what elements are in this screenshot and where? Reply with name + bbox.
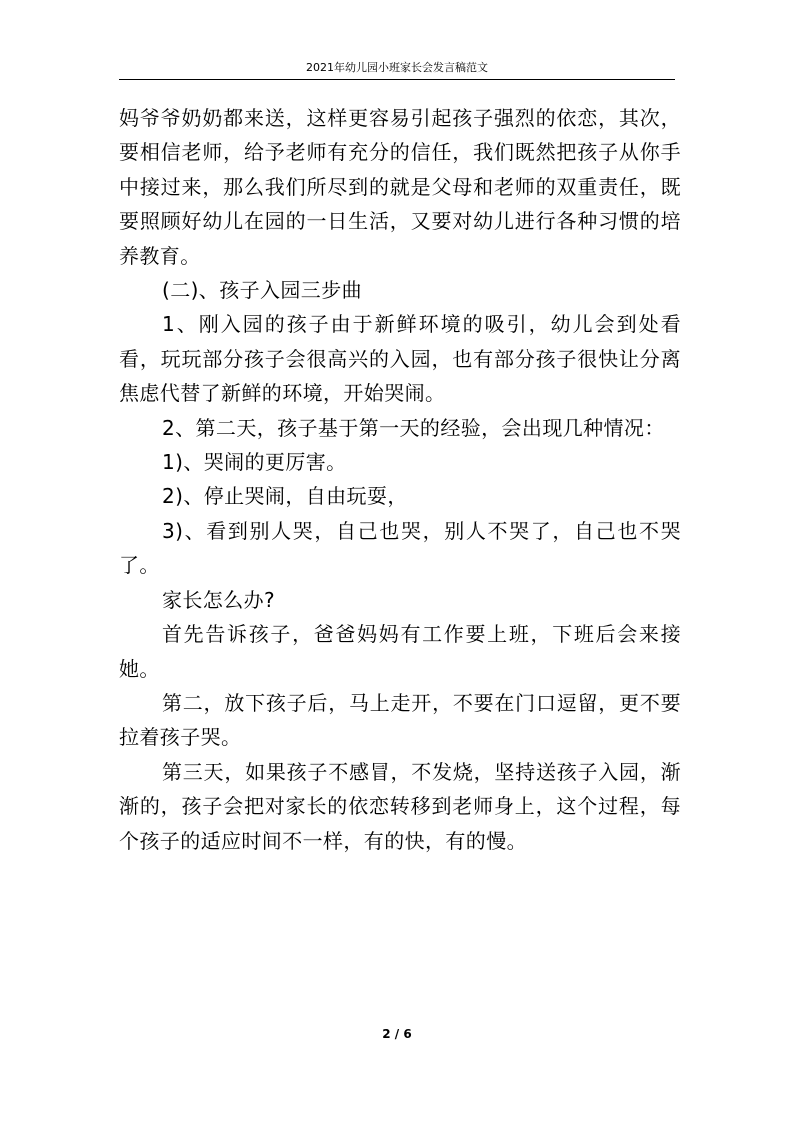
document-body: [119, 101, 681, 858]
paragraph: 第二，放下孩子后，马上走开，不要在门口逗留，更不要拉着孩子哭。: [119, 690, 681, 750]
section-heading: (二)、孩子入园三步曲: [162, 278, 363, 303]
list-item: 3)、看到别人哭，自己也哭，别人不哭了，自己也不哭了。: [119, 518, 681, 578]
paragraph: 妈爷爷奶奶都来送，这样更容易引起孩子强烈的依恋，其次，要相信老师，给予老师有充分的信任，我们既然把孩子从你手中接过来，那么我们所尽到的就是父母和老师的双重责任，既要照顾好幼儿在园的一日生活，又要对幼儿进行各种习惯的培养教育。: [119, 106, 681, 268]
list-item: 1)、哭闹的更厉害。: [162, 450, 347, 475]
list-item: 2)、停止哭闹，自由玩耍，: [162, 484, 408, 509]
paragraph: 1、刚入园的孩子由于新鲜环境的吸引，幼儿会到处看看，玩玩部分孩子会很高兴的入园，也有部分孩子很快让分离焦虑代替了新鲜的环境，开始哭闹。: [119, 312, 681, 406]
page-number: 2 / 6: [382, 1027, 412, 1041]
page-header: [0, 61, 794, 75]
paragraph: 2、第二天，孩子基于第一天的经验，会出现几种情况：: [162, 415, 665, 440]
paragraph: 首先告诉孩子，爸爸妈妈有工作要上班，下班后会来接她。: [119, 622, 681, 681]
page-footer: [0, 1027, 794, 1041]
paragraph: 家长怎么办?: [162, 587, 276, 612]
header-divider: [119, 79, 675, 80]
header-title: 2021年幼儿园小班家长会发言稿范文: [306, 61, 488, 74]
paragraph: 第三天，如果孩子不感冒，不发烧，坚持送孩子入园，渐渐的，孩子会把对家长的依恋转移到老师身上，这个过程，每个孩子的适应时间不一样，有的快，有的慢。: [119, 759, 681, 853]
